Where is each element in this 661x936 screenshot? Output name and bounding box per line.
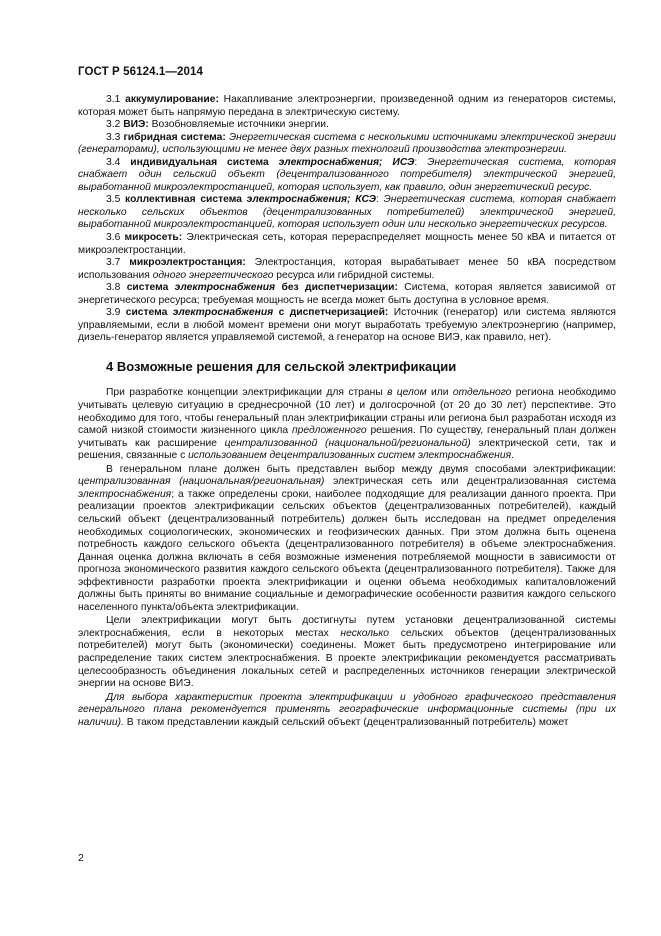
document-body <box>78 94 616 730</box>
paragraph-text: региона необходимо учитывать целевую ситуацию в среднесрочной (10 лет) и долгосрочной (от 20 до 30 лет) перспективе. Это необходимо для того, чтобы генеральный план электрификации страны или региона был разработан исходя из самой низкой стоимости жизненного цикла <box>78 387 616 437</box>
paragraph-text: . <box>511 450 514 462</box>
definition-term: электроснабжения; ИСЭ <box>278 156 415 168</box>
definition-number: 3.1 <box>106 94 126 105</box>
paragraph-text: централизованной (национальной/региональной) <box>224 437 471 449</box>
paragraph-text: отдельного <box>452 387 512 399</box>
definition-item <box>78 282 616 307</box>
definition-term: с диспетчеризацией: <box>273 307 389 319</box>
definition-term: микроэлектростанция: <box>129 257 246 269</box>
paragraph-text: Для выбора характеристик проекта электрификации и удобного графического представления генерального плана рекомендуется применять географические информационные системы (при их наличии). <box>78 691 616 728</box>
body-paragraph <box>78 464 616 615</box>
definition-term: гибридная система: <box>123 131 226 143</box>
definition-term: коллективная система <box>125 194 247 206</box>
definition-term: электроснабжения; КСЭ <box>246 194 377 206</box>
body-paragraph <box>78 387 616 462</box>
paragraph-text: решения. По существу, генеральный план должен учитывать как расширение <box>78 425 617 449</box>
document-header <box>78 66 203 78</box>
definition-item <box>78 119 616 132</box>
paragraph-text: Цели электрификации могут быть достигнуты путем установки децентрализованной системы электроснабжения, если в некоторых местах <box>78 615 616 639</box>
paragraph-text: несколько <box>340 627 390 639</box>
definition-term: микросеть: <box>124 232 183 244</box>
definition-text: одного энергетического <box>152 269 274 281</box>
paragraph-text: сельских объектов (децентрализованных потребителей) могут быть (экономически) соединены. Может быть предусмотрено интегрирование или распределение таких систем электроснабжения. В проекте электрификации рекомендуется рассматривать целесообразность объединения локальных сетей и распределенных источников генерации электрической энергии на основе ВИЭ. <box>78 627 616 690</box>
paragraph-text: или <box>426 387 453 399</box>
definition-text: : <box>414 156 428 168</box>
definition-number: 3.5 <box>106 194 126 206</box>
section-heading: 4 Возможные решения для сельской электрификации <box>106 358 457 374</box>
paragraph-text: В таком представлении каждый сельский объект (децентрализованный потребитель) может <box>123 716 569 728</box>
paragraph-text: электрической сети, так и решения, связанные с <box>78 437 616 462</box>
definition-term: аккумулирование: <box>125 94 219 105</box>
section-text <box>78 387 616 729</box>
definition-term: индивидуальная система <box>130 156 279 168</box>
definition-text: Электростанция, которая вырабатывает менее 50 кВА посредством использования <box>78 257 616 281</box>
definition-number: 3.9 <box>106 307 126 319</box>
body-paragraph <box>78 692 616 730</box>
definition-text: Источник (генератор) или система являются управляемыми, если в любой момент времени они могут выработать требуемую электроэнергию (например, дизель-генератор является управляемой системой, а генератор на основе ВИЭ, как правило, нет). <box>78 307 616 344</box>
definition-number: 3.4 <box>106 156 131 168</box>
definition-text: Возобновляемые источники энергии. <box>148 119 329 131</box>
definition-item <box>78 132 616 157</box>
definition-text: : <box>376 194 384 206</box>
definition-item <box>78 232 616 257</box>
definition-term: электроснабжения <box>172 307 274 319</box>
definition-number: 3.6 <box>106 232 125 244</box>
definition-item <box>78 257 616 282</box>
definition-text: Электрическая сеть, которая перераспределяет мощность менее 50 кВА и питается от микроэлектростанции. <box>78 232 616 256</box>
definition-term: электроснабжения <box>174 282 276 294</box>
definitions-list <box>78 94 616 345</box>
body-paragraph <box>78 615 616 690</box>
paragraph-text: электроснабжения <box>78 488 172 500</box>
definition-text: Накапливание электроэнергии, произведенной одним из генераторов системы, которая может быть напрямую передана в электрическую систему. <box>78 94 616 118</box>
definition-text: Система, которая является зависимой от энергетического ресурса; требуемая мощность не всегда может быть доступна в условное время. <box>78 282 616 306</box>
definition-number: 3.2 <box>106 119 124 131</box>
definition-item <box>78 94 616 119</box>
definition-term: ВИЭ: <box>123 119 149 131</box>
definition-number: 3.3 <box>106 131 124 143</box>
paragraph-text: в целом <box>387 387 427 399</box>
definition-text: Энергетическая система, которая снабжает один сельский объект (децентрализованного потребителя) электрической энергией, выработанной микроэлектростанцией, которая использует, как правило, один энергетический ресурс. <box>78 156 616 193</box>
paragraph-text: предложенного <box>291 425 367 437</box>
paragraph-text: использованием децентрализованных систем электроснабжения <box>188 450 512 462</box>
definition-text: Энергетическая система с несколькими источниками электрической энергии (генераторами), использующими не менее двух разных технологий производства электроэнергии. <box>78 131 616 156</box>
definition-item <box>78 307 616 345</box>
definition-text: ресурса или гибридной системы. <box>273 269 435 281</box>
definition-term: система <box>126 282 175 294</box>
document-id: ГОСТ Р 56124.1—2014 <box>78 66 203 78</box>
definition-text: Энергетическая система, которая снабжает несколько сельских объектов (децентрализованных потребителей) электрической энергией, выработанной микроэлектростанцией, которая использует один или несколько энергетических ресурсов. <box>78 194 616 231</box>
definition-number: 3.7 <box>106 257 130 269</box>
definition-item <box>78 157 616 195</box>
paragraph-text: В генеральном плане должен быть представлен выбор между двумя способами электрификации: <box>106 463 616 475</box>
paragraph-text: При разработке концепции электрификации для страны <box>106 387 388 399</box>
definition-number: 3.8 <box>106 282 127 294</box>
definition-term: без диспетчеризации: <box>275 282 398 294</box>
page-number: 2 <box>78 852 84 864</box>
definition-item <box>78 194 616 232</box>
paragraph-text: централизованная (национальная/региональная) <box>78 476 325 488</box>
paragraph-text: ; а также определены сроки, наиболее подходящие для реализации данного проекта. При реализации проектов электрификации сельских объектов (децентрализованных потребителей), каждый сельский объект (децентрализованный потребитель) должен быть исследован на предмет определения необходимых социологических, экономических и геофизических данных. При этом должна быть оценена потребность каждого сельского объекта (децентрализованного потребителя) в объеме электроснабжения. Данная оценка должна включать в себя возможные изменения потребляемой мощности в зависимости от прогноза экономического развития каждого сельского объекта (децентрализованного потребителя). Также для эффективности разработки проекта электрификации и оценки объема необходимых капиталовложений должны быть приняты во внимание социальные и демографические особенности развития каждого сельского населенного пункта/объекта электрификации. <box>78 488 616 613</box>
definition-term: система <box>125 307 173 319</box>
paragraph-text: электрическая сеть или децентрализованная система <box>324 476 616 488</box>
